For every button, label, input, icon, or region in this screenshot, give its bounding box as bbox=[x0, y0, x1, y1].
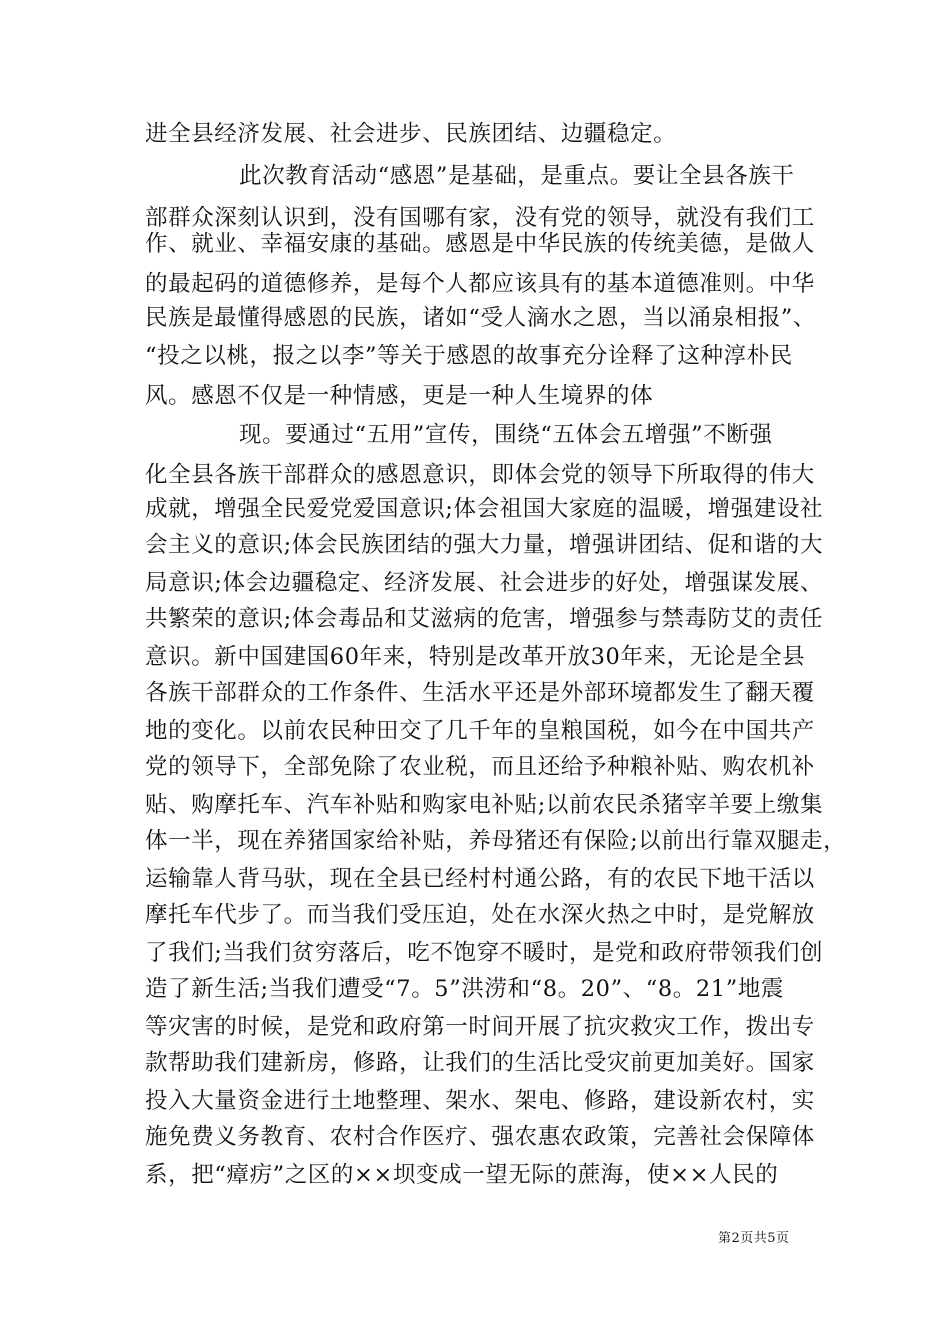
text-line: 进全县经济发展、社会进步、民族团结、边疆稳定。 bbox=[145, 121, 677, 147]
text-line: 共繁荣的意识;体会毒品和艾滋病的危害，增强参与禁毒防艾的责任 bbox=[145, 606, 824, 632]
text-line: 化全县各族干部群众的感恩意识，即体会党的领导下所取得的伟大 bbox=[145, 462, 815, 488]
text-line: 地的变化。以前农民种田交了几千年的皇粮国税，如今在中国共产 bbox=[145, 718, 815, 744]
text-line: “投之以桃，报之以李”等关于感恩的故事充分诠释了这种淳朴民 bbox=[145, 343, 793, 369]
text-line: 摩托车代步了。而当我们受压迫，处在水深火热之中时，是党解放 bbox=[145, 902, 815, 928]
text-line: 贴、购摩托车、汽车补贴和购家电补贴;以前农民杀猪宰羊要上缴集 bbox=[145, 792, 824, 818]
text-line: 局意识;体会边疆稳定、经济发展、社会进步的好处，增强谋发展、 bbox=[145, 570, 824, 596]
text-line: 风。感恩不仅是一种情感，更是一种人生境界的体 bbox=[145, 383, 654, 409]
text-line: 现。要通过“五用”宣传，围绕“五体会五增强”不断强 bbox=[239, 422, 773, 448]
text-line: 作、就业、幸福安康的基础。感恩是中华民族的传统美德，是做人 bbox=[145, 231, 815, 257]
text-line: 投入大量资金进行土地整理、架水、架电、修路，建设新农村，实 bbox=[145, 1088, 815, 1114]
page-number: 第2页共5页 bbox=[718, 1231, 790, 1246]
text-line: 造了新生活;当我们遭受“7。5”洪涝和“8。20”、“8。21”地震 bbox=[145, 976, 785, 1002]
text-line: 各族干部群众的工作条件、生活水平还是外部环境都发生了翻天覆 bbox=[145, 680, 815, 706]
text-line: 款帮助我们建新房，修路，让我们的生活比受灾前更加美好。国家 bbox=[145, 1050, 815, 1076]
text-line: 的最起码的道德修养，是每个人都应该具有的基本道德准则。中华 bbox=[145, 271, 815, 297]
text-line: 意识。新中国建国60年来，特别是改革开放30年来，无论是全县 bbox=[145, 644, 806, 670]
text-line: 此次教育活动“感恩”是基础，是重点。要让全县各族干 bbox=[239, 163, 795, 189]
text-line: 成就，增强全民爱党爱国意识;体会祖国大家庭的温暖，增强建设社 bbox=[145, 496, 824, 522]
text-line: 党的领导下，全部免除了农业税，而且还给予种粮补贴、购农机补 bbox=[145, 754, 815, 780]
text-line: 等灾害的时候，是党和政府第一时间开展了抗灾救灾工作，拨出专 bbox=[145, 1014, 815, 1040]
text-line: 会主义的意识;体会民族团结的强大力量，增强讲团结、促和谐的大 bbox=[145, 532, 824, 558]
text-line: 了我们;当我们贫穷落后，吃不饱穿不暖时，是党和政府带领我们创 bbox=[145, 940, 824, 966]
text-line: 系，把“瘴疠”之区的××坝变成一望无际的蔗海，使××人民的 bbox=[145, 1162, 779, 1188]
text-line: 运输靠人背马驮，现在全县已经村村通公路，有的农民下地干活以 bbox=[145, 866, 815, 892]
text-line: 部群众深刻认识到，没有国哪有家，没有党的领导，就没有我们工 bbox=[145, 205, 815, 231]
text-line: 民族是最懂得感恩的民族，诸如“受人滴水之恩，当以涌泉相报”、 bbox=[145, 305, 817, 331]
text-line: 体一半，现在养猪国家给补贴，养母猪还有保险;以前出行靠双腿走， bbox=[145, 828, 847, 854]
text-line: 施免费义务教育、农村合作医疗、强农惠农政策，完善社会保障体 bbox=[145, 1124, 815, 1150]
